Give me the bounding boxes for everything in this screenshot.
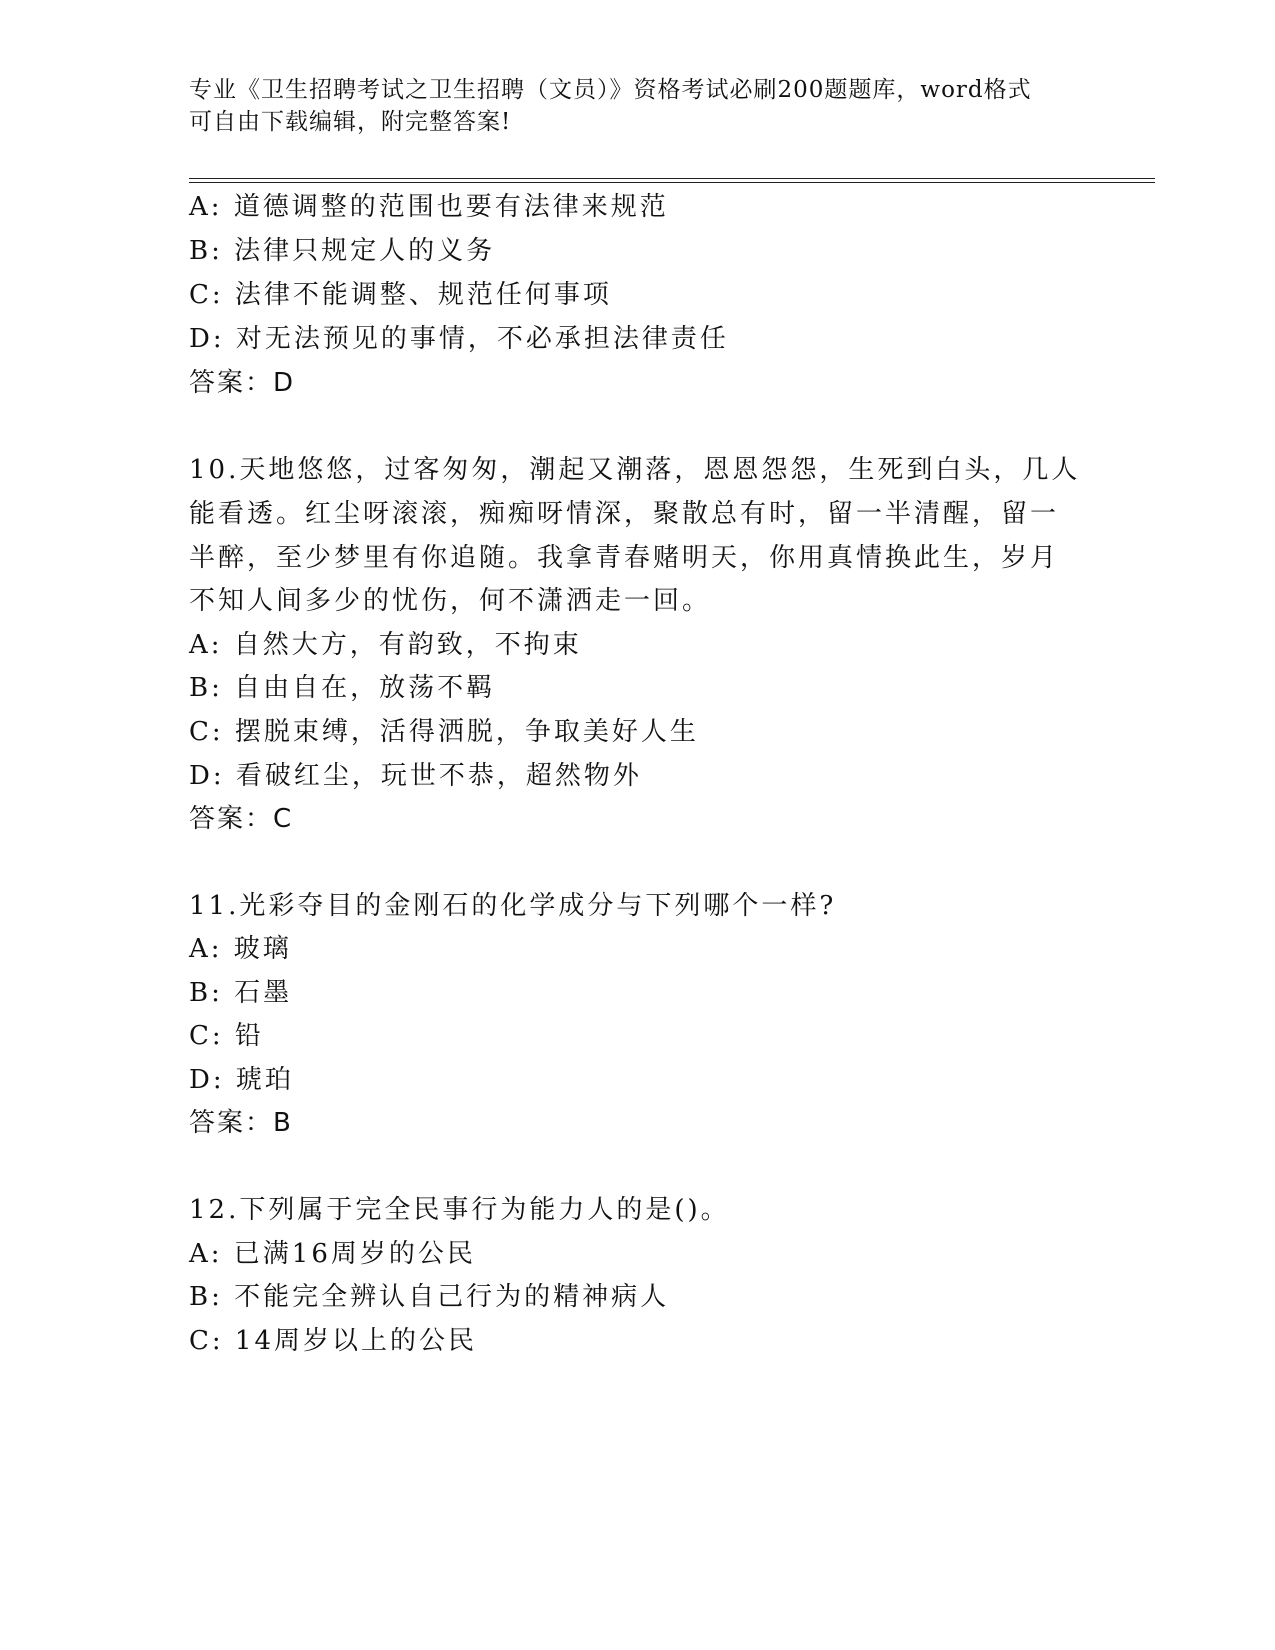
document-header [189,74,1069,138]
q12-stem: 12.下列属于完全民事行为能力人的是()。 [189,1195,730,1225]
q9-option-b: B: 法律只规定人的义务 [189,236,496,266]
q11-option-d: D: 琥珀 [189,1065,294,1095]
q9-answer: 答案：D [189,368,296,398]
q10-answer: 答案：C [189,804,294,834]
q9-option-c: C: 法律不能调整、规范任何事项 [189,280,612,310]
q10-option-b: B: 自由自在，放荡不羁 [189,673,496,703]
q11-option-a: A: 玻璃 [189,934,292,964]
q9-option-d: D: 对无法预见的事情，不必承担法律责任 [189,324,729,354]
q12-option-c: C: 14周岁以上的公民 [189,1326,478,1356]
header-divider-bottom [189,182,1155,183]
q11-option-c: C: 铅 [189,1021,264,1051]
q11-option-b: B: 石墨 [189,978,293,1008]
q9-option-a: A: 道德调整的范围也要有法律来规范 [189,192,669,222]
q10-stem-line-4: 不知人间多少的忧伤，何不潇洒走一回。 [189,586,712,616]
q10-stem-line-1: 10.天地悠悠，过客匆匆，潮起又潮落，恩恩怨怨，生死到白头，几人 [189,455,1081,485]
header-line-2: 可自由下载编辑，附完整答案! [189,109,512,135]
header-line-1: 专业《卫生招聘考试之卫生招聘（文员）》资格考试必刷200题题库，word格式 [189,77,1032,103]
q12-option-a: A: 已满16周岁的公民 [189,1239,476,1269]
q11-answer: 答案：B [189,1108,293,1138]
q10-stem-line-3: 半醉，至少梦里有你追随。我拿青春赌明天，你用真情换此生，岁月 [189,543,1060,573]
q10-option-d: D: 看破红尘，玩世不恭，超然物外 [189,761,642,791]
q11-stem: 11.光彩夺目的金刚石的化学成分与下列哪个一样? [189,891,837,921]
q10-option-c: C: 摆脱束缚，活得洒脱，争取美好人生 [189,717,699,747]
q10-stem-line-2: 能看透。红尘呀滚滚，痴痴呀情深，聚散总有时，留一半清醒，留一 [189,499,1060,529]
q12-option-b: B: 不能完全辨认自己行为的精神病人 [189,1282,670,1312]
header-divider-top [189,178,1155,179]
q10-option-a: A: 自然大方，有韵致，不拘束 [189,630,582,660]
